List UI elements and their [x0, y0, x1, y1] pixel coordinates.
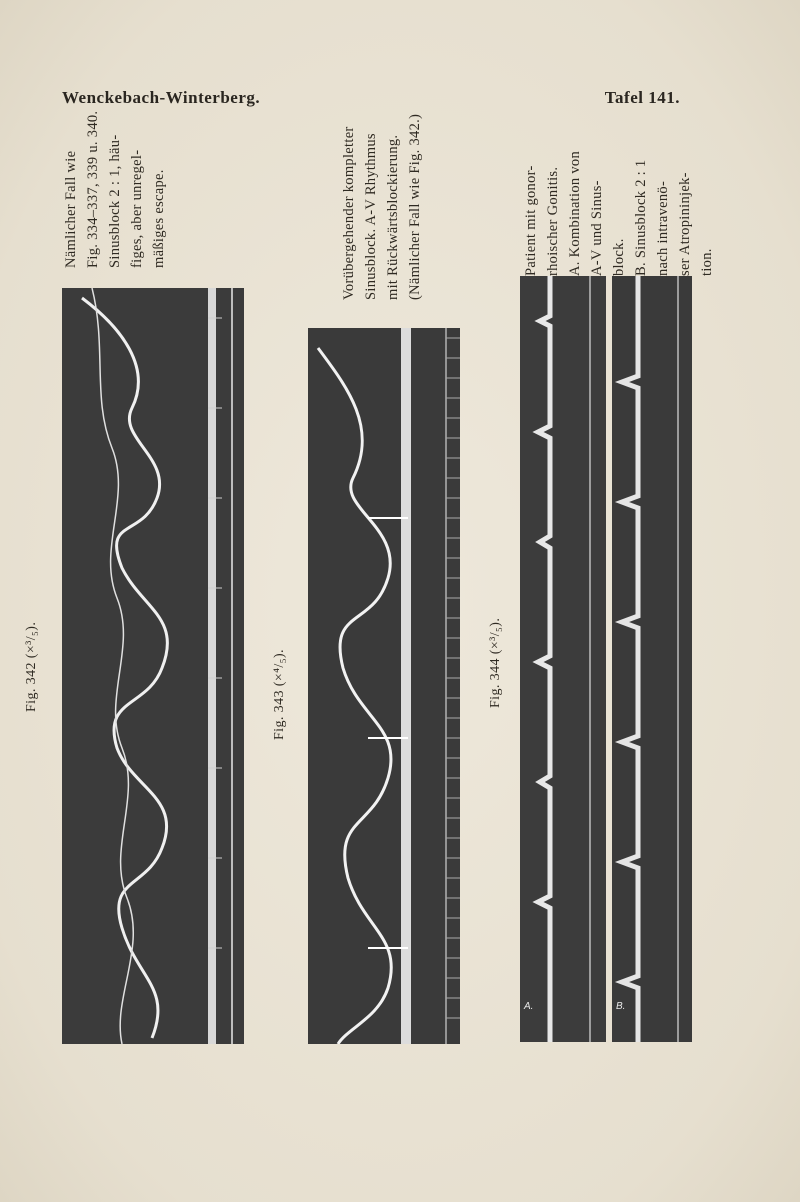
caption-line: A. Kombination von — [567, 150, 583, 276]
caption-line: (Nämlicher Fall wie Fig. 342.) — [407, 113, 423, 300]
caption-line: Fig. 334–337, 339 u. 340. — [85, 110, 101, 268]
fig343-label: Fig. 343 (×⁴/₅). — [272, 649, 287, 740]
caption-line: mit Rückwärtsblockierung. — [385, 134, 401, 300]
caption-line: Sinusblock. A-V Rhythmus — [363, 133, 379, 300]
caption-line: A-V und Sinus- — [589, 180, 605, 276]
caption-line: rhoischer Gonitis. — [545, 166, 561, 276]
caption-line: Sinusblock 2 : 1, häu- — [107, 134, 123, 268]
caption-line: B. Sinusblock 2 : 1 — [633, 159, 649, 276]
strip-b-label: B. — [616, 1001, 626, 1012]
ecg-trace — [612, 276, 692, 1042]
fig343-caption — [338, 114, 426, 300]
fig344-caption — [520, 151, 718, 276]
caption-line: tion. — [699, 248, 715, 276]
fig344-ecg-strip-b — [612, 276, 692, 1042]
caption-line: block. — [611, 238, 627, 276]
caption-line: ser Atropininjek- — [677, 172, 693, 276]
ecg-trace — [62, 288, 244, 1044]
fig342-ecg-strip — [62, 288, 244, 1044]
caption-line: Nämlicher Fall wie — [63, 150, 79, 268]
strip-a-label: A. — [524, 1001, 534, 1012]
ecg-trace — [520, 276, 606, 1042]
fig342-caption — [60, 111, 170, 268]
ecg-trace — [308, 328, 460, 1044]
caption-line: Vorübergehender kompletter — [341, 126, 357, 300]
fig344-label: Fig. 344 (×³/₅). — [488, 617, 503, 708]
fig344-ecg-strip-a — [520, 276, 606, 1042]
caption-line: nach intravenö- — [655, 180, 671, 276]
plate-number-header: Tafel 141. — [604, 88, 680, 107]
caption-line: figes, aber unregel- — [129, 149, 145, 268]
plate-author-header: Wenckebach-Winterberg. — [62, 88, 261, 107]
caption-line: mäßiges escape. — [151, 169, 167, 268]
fig342-label: Fig. 342 (×³/₅). — [24, 621, 39, 712]
fig343-ecg-strip — [308, 328, 460, 1044]
caption-line: Patient mit gonor- — [523, 165, 539, 276]
